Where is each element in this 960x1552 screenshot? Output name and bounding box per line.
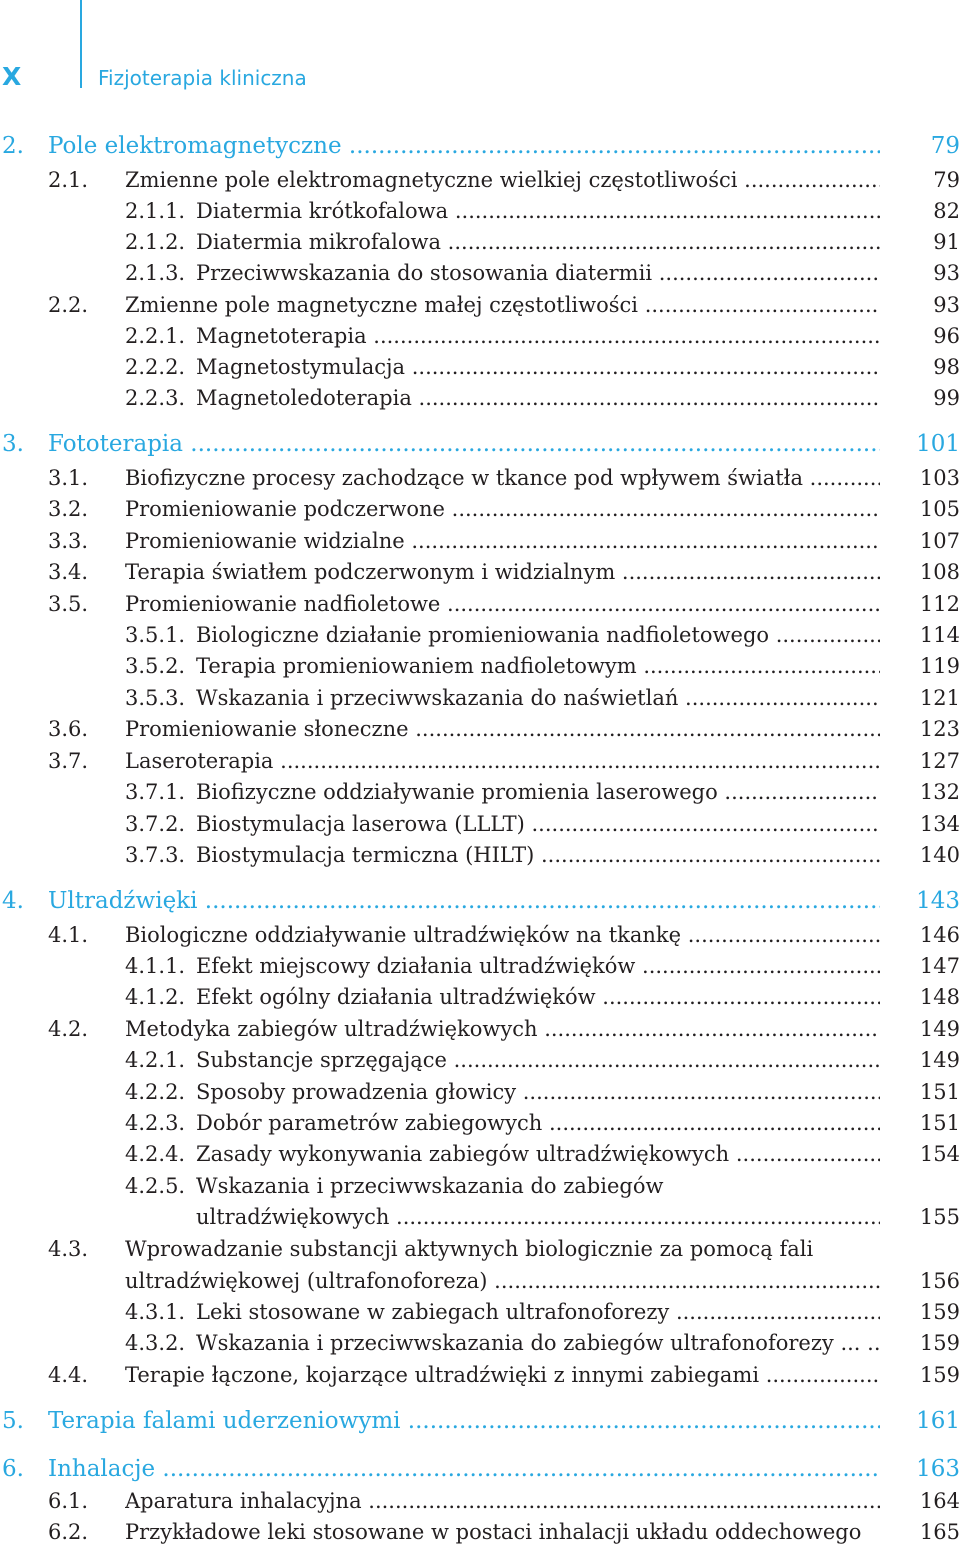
toc-entry-number: 4.1. <box>48 923 89 947</box>
toc-entry-page: 154 <box>919 1142 960 1166</box>
toc-entry-title-continued: ultradźwiękowej (ultrafonoforeza) <box>125 1269 488 1293</box>
toc-entry-page: 159 <box>919 1331 960 1355</box>
toc-entry-number: 3.5.1. <box>125 623 186 647</box>
toc-entry-page: 91 <box>933 230 960 254</box>
toc-entry-number: 3.7.1. <box>125 780 186 804</box>
toc-entry-page: 96 <box>933 324 960 348</box>
toc-entry-page: 163 <box>916 1456 960 1482</box>
toc-entry-number: 4.2.3. <box>125 1111 186 1135</box>
toc-entry-title: Efekt ogólny działania ultradźwięków <box>196 985 596 1009</box>
toc-entry-title: Biofizyczne procesy zachodzące w tkance pod wpływem światła <box>125 466 803 490</box>
toc-entry-title: Aparatura inhalacyjna <box>125 1489 362 1513</box>
toc-entry-title: Sposoby prowadzenia głowicy <box>196 1080 517 1104</box>
toc-entry-number: 4.3.1. <box>125 1300 186 1324</box>
toc-entry-title: Wskazania i przeciwwskazania do naświetlań <box>196 686 679 710</box>
toc-entry-title: Wskazania i przeciwwskazania do zabiegów <box>196 1174 664 1198</box>
toc-entry-title: Biologiczne działanie promieniowania nadfioletowego <box>196 623 770 647</box>
toc-entry-number: 2.2.1. <box>125 324 186 348</box>
toc-entry-title: Dobór parametrów zabiegowych <box>196 1111 543 1135</box>
toc-entry-title: Zasady wykonywania zabiegów ultradźwiękowych <box>196 1142 730 1166</box>
toc-entry-title: Diatermia mikrofalowa <box>196 230 441 254</box>
toc-entry-title: Biostymulacja termiczna (HILT) <box>196 843 535 867</box>
toc-entry-title: Promieniowanie widzialne <box>125 529 405 553</box>
toc-entry-title: Magnetoterapia <box>196 324 367 348</box>
toc-entry-title: Promieniowanie nadfioletowe <box>125 592 441 616</box>
toc-entry-title: Terapia światłem podczerwonym i widzialnym <box>125 560 616 584</box>
toc-entry-page: 79 <box>933 168 960 192</box>
toc-entry-title: Efekt miejscowy działania ultradźwięków <box>196 954 636 978</box>
toc-entry-number: 6.1. <box>48 1489 89 1513</box>
toc-entry-page: 105 <box>919 497 960 521</box>
toc-entry-page: 108 <box>919 560 960 584</box>
toc-entry-number: 4.2.5. <box>125 1174 186 1198</box>
toc-entry-title: Biofizyczne oddziaływanie promienia laserowego <box>196 780 718 804</box>
toc-entry-title: Zmienne pole magnetyczne małej częstotliwości <box>125 293 639 317</box>
toc-entry-title: Substancje sprzęgające <box>196 1048 447 1072</box>
toc-entry-number: 2.1.2. <box>125 230 186 254</box>
toc-entry-page: 140 <box>919 843 960 867</box>
toc-entry-title: Biologiczne oddziaływanie ultradźwięków na tkankę <box>125 923 682 947</box>
toc-entry-number: 3.7.2. <box>125 812 186 836</box>
toc-entry-number: 6. <box>2 1456 24 1482</box>
toc-entry-page: 132 <box>919 780 960 804</box>
toc-entry-page: 98 <box>933 355 960 379</box>
toc-entry-page: 103 <box>919 466 960 490</box>
toc-entry-page: 99 <box>933 386 960 410</box>
toc-entry-number: 3.1. <box>48 466 89 490</box>
toc-entry-title: Magnetostymulacja <box>196 355 406 379</box>
toc-entry-page: 165 <box>919 1520 960 1544</box>
toc-entry-page: 151 <box>919 1111 960 1135</box>
toc-entry-page: 159 <box>919 1300 960 1324</box>
toc-entry-title: Metodyka zabiegów ultradźwiękowych <box>125 1017 538 1041</box>
toc-entry-title: Przeciwwskazania do stosowania diatermii <box>196 261 653 285</box>
toc-entry-title: Inhalacje <box>48 1456 156 1482</box>
toc-entry-number: 4.2. <box>48 1017 89 1041</box>
toc-entry-title: Terapia promieniowaniem nadfioletowym <box>196 654 637 678</box>
toc-entry-title: Fototerapia <box>48 431 183 457</box>
toc-entry-title: Ultradźwięki <box>48 888 198 914</box>
toc-entry-number: 2.1.1. <box>125 199 186 223</box>
toc-entry-title: Biostymulacja laserowa (LLLT) <box>196 812 525 836</box>
toc-entry-page: 93 <box>933 261 960 285</box>
toc-entry-page: 155 <box>919 1205 960 1229</box>
toc-entry-title: Terapia falami uderzeniowymi <box>48 1408 401 1434</box>
toc-entry-title-continued: ultradźwiękowych <box>196 1205 390 1229</box>
toc-entry-page: 112 <box>919 592 960 616</box>
toc-entry-page: 107 <box>919 529 960 553</box>
toc-entry-page: 119 <box>919 654 960 678</box>
toc-entry-number: 2. <box>2 133 24 159</box>
toc-entry-number: 6.2. <box>48 1520 89 1544</box>
toc-entry-page: 147 <box>919 954 960 978</box>
toc-entry-page: 93 <box>933 293 960 317</box>
toc-entry-title: Wprowadzanie substancji aktywnych biologicznie za pomocą fali <box>125 1237 814 1261</box>
toc-entry-number: 3.7. <box>48 749 89 773</box>
toc-entry-page: 82 <box>933 199 960 223</box>
toc-entry-title: Zmienne pole elektromagnetyczne wielkiej częstotliwości <box>125 168 738 192</box>
toc-entry-number: 4. <box>2 888 24 914</box>
toc-entry-number: 3.6. <box>48 717 89 741</box>
toc-entry-page: 121 <box>919 686 960 710</box>
toc-entry-title: Promieniowanie podczerwone <box>125 497 445 521</box>
toc-entry-page: 148 <box>919 985 960 1009</box>
toc-entry-number: 2.1.3. <box>125 261 186 285</box>
toc-entry-page: 134 <box>919 812 960 836</box>
toc-entry-page: 149 <box>919 1017 960 1041</box>
toc-entry-number: 3.4. <box>48 560 89 584</box>
toc-entry-title: Laseroterapia <box>125 749 274 773</box>
toc-entry-title: Terapie łączone, kojarzące ultradźwięki z innymi zabiegami <box>125 1363 760 1387</box>
toc-entry-number: 4.1.1. <box>125 954 186 978</box>
toc-entry-number: 5. <box>2 1408 24 1434</box>
toc-entry-title: Magnetoledoterapia <box>196 386 412 410</box>
toc-entry-number: 4.2.1. <box>125 1048 186 1072</box>
toc-entry-number: 4.2.2. <box>125 1080 186 1104</box>
toc-entry-number: 4.3. <box>48 1237 89 1261</box>
toc-entry-title: Pole elektromagnetyczne <box>48 133 342 159</box>
toc-entry-number: 4.1.2. <box>125 985 186 1009</box>
toc-entry-title: Wskazania i przeciwwskazania do zabiegów ultrafonoforezy ... <box>196 1331 861 1355</box>
toc-entry-page: 127 <box>919 749 960 773</box>
toc-entry-number: 3.5.2. <box>125 654 186 678</box>
toc-entry-number: 2.2.3. <box>125 386 186 410</box>
page-number-roman: X <box>2 62 22 91</box>
toc-entry-number: 4.2.4. <box>125 1142 186 1166</box>
toc-entry-number: 3.5.3. <box>125 686 186 710</box>
toc-entry-page: 101 <box>916 431 960 457</box>
toc-entry-number: 3.5. <box>48 592 89 616</box>
toc-entry-number: 3.3. <box>48 529 89 553</box>
toc-entry-number: 3.7.3. <box>125 843 186 867</box>
toc-entry-title: Promieniowanie słoneczne <box>125 717 409 741</box>
toc-entry-page: 114 <box>919 623 960 647</box>
toc-entry-number: 3. <box>2 431 24 457</box>
toc-entry-page: 143 <box>916 888 960 914</box>
toc-entry-page: 156 <box>919 1269 960 1293</box>
toc-entry-page: 79 <box>930 133 960 159</box>
toc-entry-page: 149 <box>919 1048 960 1072</box>
toc-entry-page: 123 <box>919 717 960 741</box>
toc-entry-number: 4.4. <box>48 1363 89 1387</box>
toc-entry-page: 164 <box>919 1489 960 1513</box>
toc-entry-title: Leki stosowane w zabiegach ultrafonoforezy <box>196 1300 670 1324</box>
toc-entry-page: 161 <box>916 1408 960 1434</box>
toc-entry-page: 151 <box>919 1080 960 1104</box>
toc-entry-title: Diatermia krótkofalowa <box>196 199 449 223</box>
toc-entry-number: 2.2.2. <box>125 355 186 379</box>
toc-entry-number: 3.2. <box>48 497 89 521</box>
toc-entry-page: 159 <box>919 1363 960 1387</box>
toc-entry-number: 2.1. <box>48 168 89 192</box>
running-head-title: Fizjoterapia kliniczna <box>98 66 307 90</box>
toc-entry-title: Przykładowe leki stosowane w postaci inhalacji układu oddechowego <box>125 1520 862 1544</box>
toc-entry-number: 4.3.2. <box>125 1331 186 1355</box>
toc-entry-page: 146 <box>919 923 960 947</box>
toc-entry-number: 2.2. <box>48 293 89 317</box>
